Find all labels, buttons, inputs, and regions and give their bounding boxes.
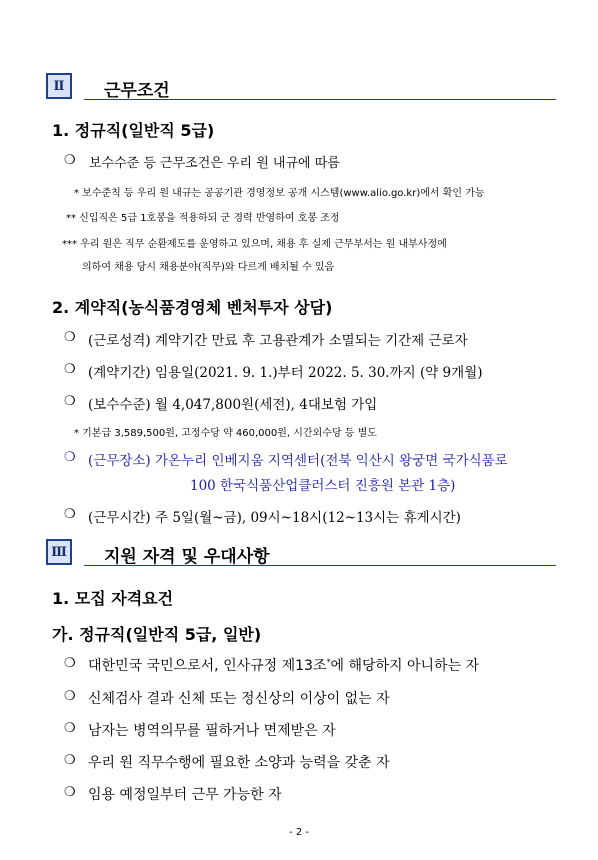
bullet-icon: ❍	[64, 330, 76, 345]
section-title: 지원 자격 및 우대사항	[104, 547, 270, 567]
footnote: ** 신입직은 5급 1호봉을 적용하되 군 경력 반영하여 호봉 조정	[66, 213, 340, 224]
footnote: * 보수준칙 등 우리 원 내규는 공공기관 경영정보 공개 시스템(www.alio.go.kr)에서 확인 가능	[74, 188, 485, 199]
list-item: 보수수준 등 근무조건은 우리 원 내규에 따름	[89, 156, 340, 171]
section-number-box: Ⅲ	[46, 539, 72, 565]
list-item: (계약기간) 임용일(2021. 9. 1.)부터 2022. 5. 30.까지 (약 9개월)	[88, 365, 483, 381]
heading: 1. 모집 자격요건	[52, 589, 174, 608]
footnote: 의하여 채용 당시 채용분야(직무)와 다르게 배치될 수 있음	[82, 262, 335, 273]
list-item: 대한민국 국민으로서, 인사규정 제13조*에 해당하지 아니하는 자	[88, 657, 480, 674]
list-item: 임용 예정일부터 근무 가능한 자	[88, 787, 282, 803]
bullet-icon: ❍	[64, 507, 76, 522]
bullet-icon: ❍	[64, 450, 76, 465]
page-number: - 2 -	[289, 827, 309, 838]
list-item: 신체검사 결과 신체 또는 정신상의 이상이 없는 자	[88, 691, 390, 707]
list-item: (보수수준) 월 4,047,800원(세전), 4대보험 가입	[88, 397, 378, 413]
bullet-icon: ❍	[64, 394, 76, 409]
bullet-icon: ❍	[64, 689, 76, 704]
footnote: * 기본급 3,589,500원, 고정수당 약 460,000원, 시간외수당 등 별도	[74, 428, 377, 439]
list-item: (근로성격) 계약기간 만료 후 고용관계가 소멸되는 기간제 근로자	[88, 333, 468, 349]
heading: 1. 정규직(일반직 5급)	[52, 121, 215, 140]
list-item-continued: 100 한국식품산업클러스터 진흥원 본관 1층)	[190, 478, 456, 494]
list-item: (근무시간) 주 5일(월~금), 09시~18시(12~13시는 휴게시간)	[88, 510, 461, 526]
heading: 2. 계약직(농식품경영체 벤처투자 상담)	[52, 298, 333, 317]
bullet-icon: ❍	[64, 721, 76, 736]
footnote: *** 우리 원은 직무 순환제도를 운영하고 있으며, 채용 후 실제 근무부서는 원 내부사정에	[62, 239, 447, 250]
bullet-icon: ❍	[64, 362, 76, 377]
bullet-icon: ❍	[64, 153, 76, 168]
section-number-box: Ⅱ	[46, 73, 72, 99]
section-title: 근무조건	[104, 81, 170, 101]
bullet-icon: ❍	[64, 753, 76, 768]
list-item: (근무장소) 가온누리 인베지움 지역센터(전북 익산시 왕궁면 국가식품로	[88, 453, 508, 469]
list-item: 남자는 병역의무를 필하거나 면제받은 자	[88, 723, 336, 739]
heading: 가. 정규직(일반직 5급, 일반)	[52, 625, 262, 644]
section-rule	[84, 99, 556, 100]
bullet-icon: ❍	[64, 656, 76, 671]
list-item: 우리 원 직무수행에 필요한 소양과 능력을 갖춘 자	[88, 755, 390, 771]
section-rule	[84, 565, 556, 566]
bullet-icon: ❍	[64, 785, 76, 800]
